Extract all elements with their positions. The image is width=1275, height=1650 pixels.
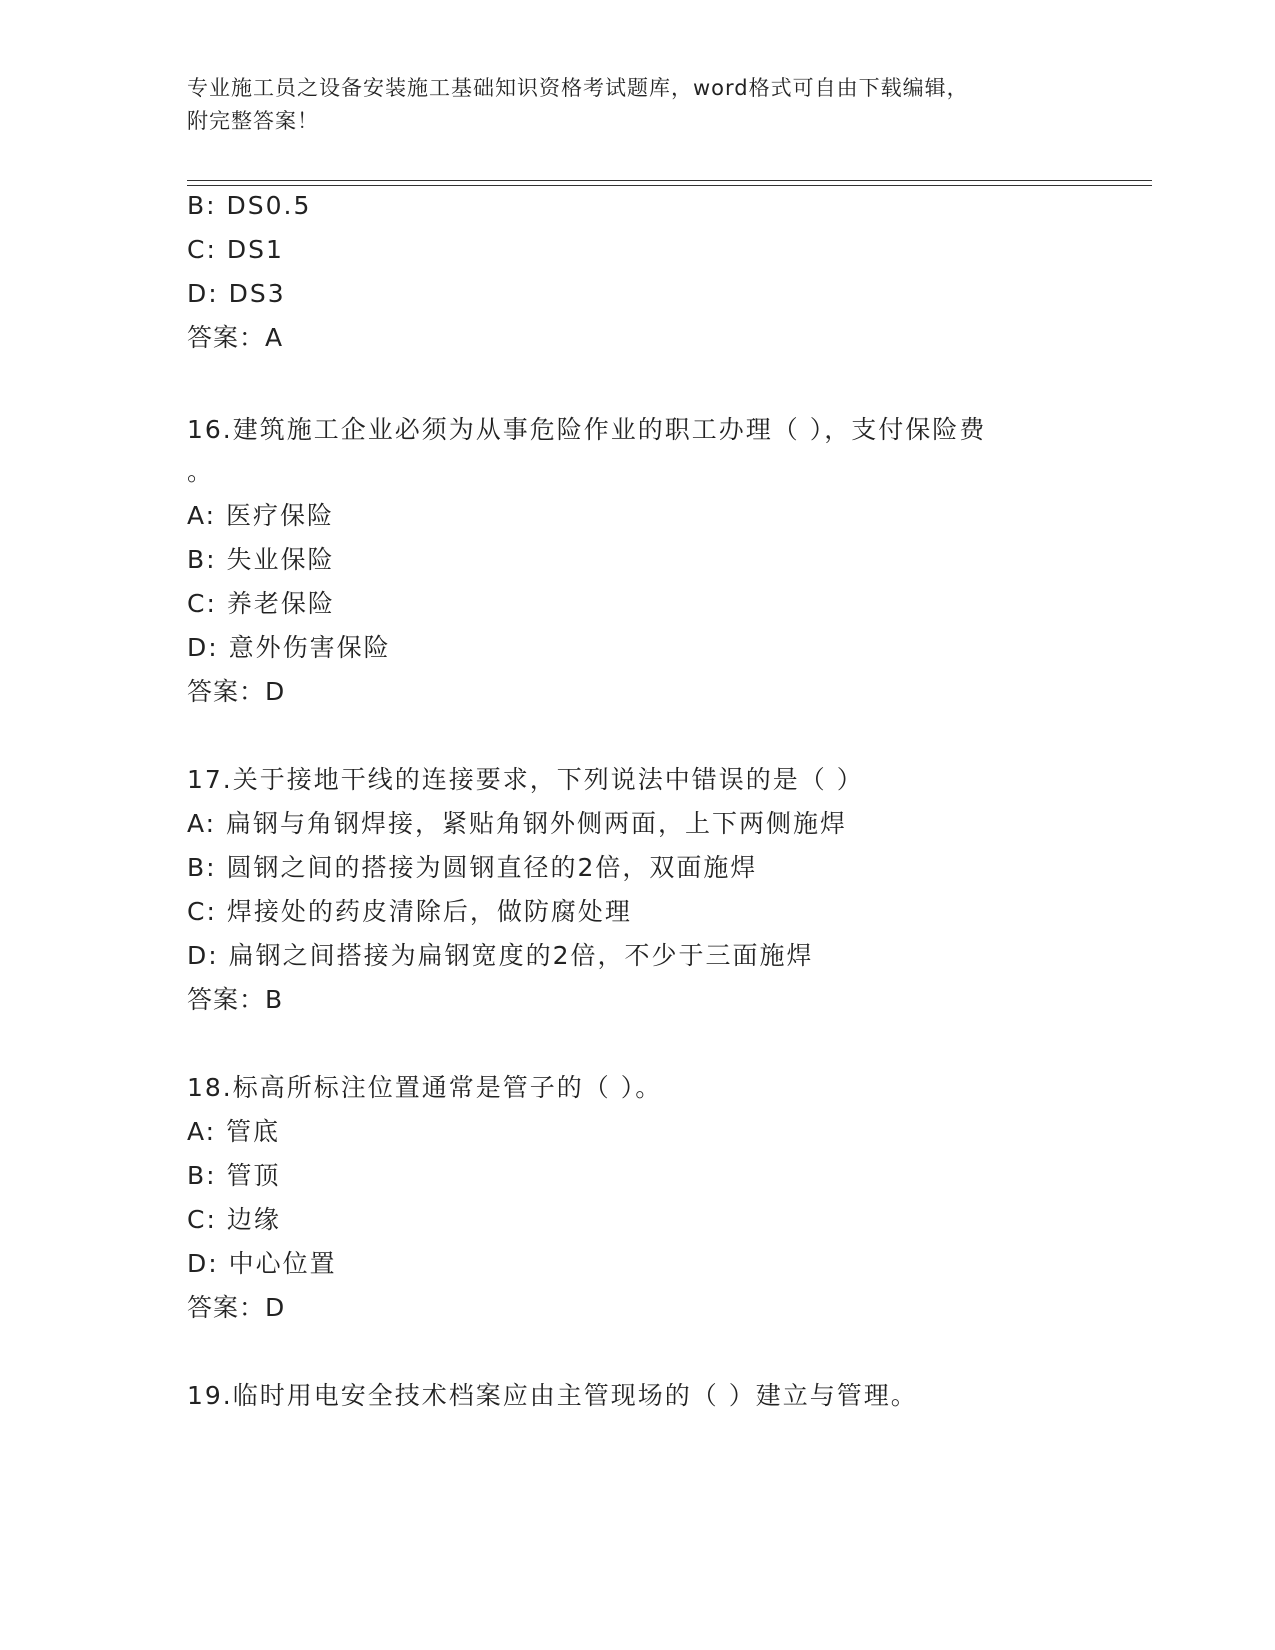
q16-option-c: C: 养老保险 (187, 589, 335, 618)
q15-option-b: B: DS0.5 (187, 191, 312, 220)
q18-answer: 答案：D (187, 1293, 286, 1322)
header-divider-bottom (187, 185, 1152, 186)
q16-answer: 答案：D (187, 677, 286, 706)
q15-option-d: D: DS3 (187, 279, 286, 308)
q18-option-b: B: 管顶 (187, 1161, 281, 1190)
header-line-2: 附完整答案！ (187, 109, 319, 133)
q17-answer: 答案：B (187, 985, 284, 1014)
q16-stem-continued: 。 (187, 457, 215, 486)
header-line-1: 专业施工员之设备安装施工基础知识资格考试题库，word格式可自由下载编辑， (187, 76, 969, 100)
q19-stem: 19.临时用电安全技术档案应由主管现场的（ ）建立与管理。 (187, 1381, 918, 1410)
q17-option-b: B: 圆钢之间的搭接为圆钢直径的2倍，双面施焊 (187, 853, 758, 882)
q18-option-a: A: 管底 (187, 1117, 281, 1146)
q17-option-c: C: 焊接处的药皮清除后，做防腐处理 (187, 897, 632, 926)
q16-option-d: D: 意外伤害保险 (187, 633, 391, 662)
q17-option-a: A: 扁钢与角钢焊接，紧贴角钢外侧两面，上下两侧施焊 (187, 809, 848, 838)
document-header (187, 72, 1067, 138)
q17-stem: 17.关于接地干线的连接要求，下列说法中错误的是（ ） (187, 765, 864, 794)
q15-answer: 答案：A (187, 323, 284, 352)
header-divider-top (187, 180, 1152, 181)
q16-option-a: A: 医疗保险 (187, 501, 335, 530)
q15-option-c: C: DS1 (187, 235, 284, 264)
q18-option-d: D: 中心位置 (187, 1249, 337, 1278)
q18-stem: 18.标高所标注位置通常是管子的（ ）。 (187, 1073, 663, 1102)
q16-option-b: B: 失业保险 (187, 545, 335, 574)
q17-option-d: D: 扁钢之间搭接为扁钢宽度的2倍，不少于三面施焊 (187, 941, 814, 970)
q18-option-c: C: 边缘 (187, 1205, 281, 1234)
q16-stem: 16.建筑施工企业必须为从事危险作业的职工办理（ ），支付保险费 (187, 415, 987, 444)
